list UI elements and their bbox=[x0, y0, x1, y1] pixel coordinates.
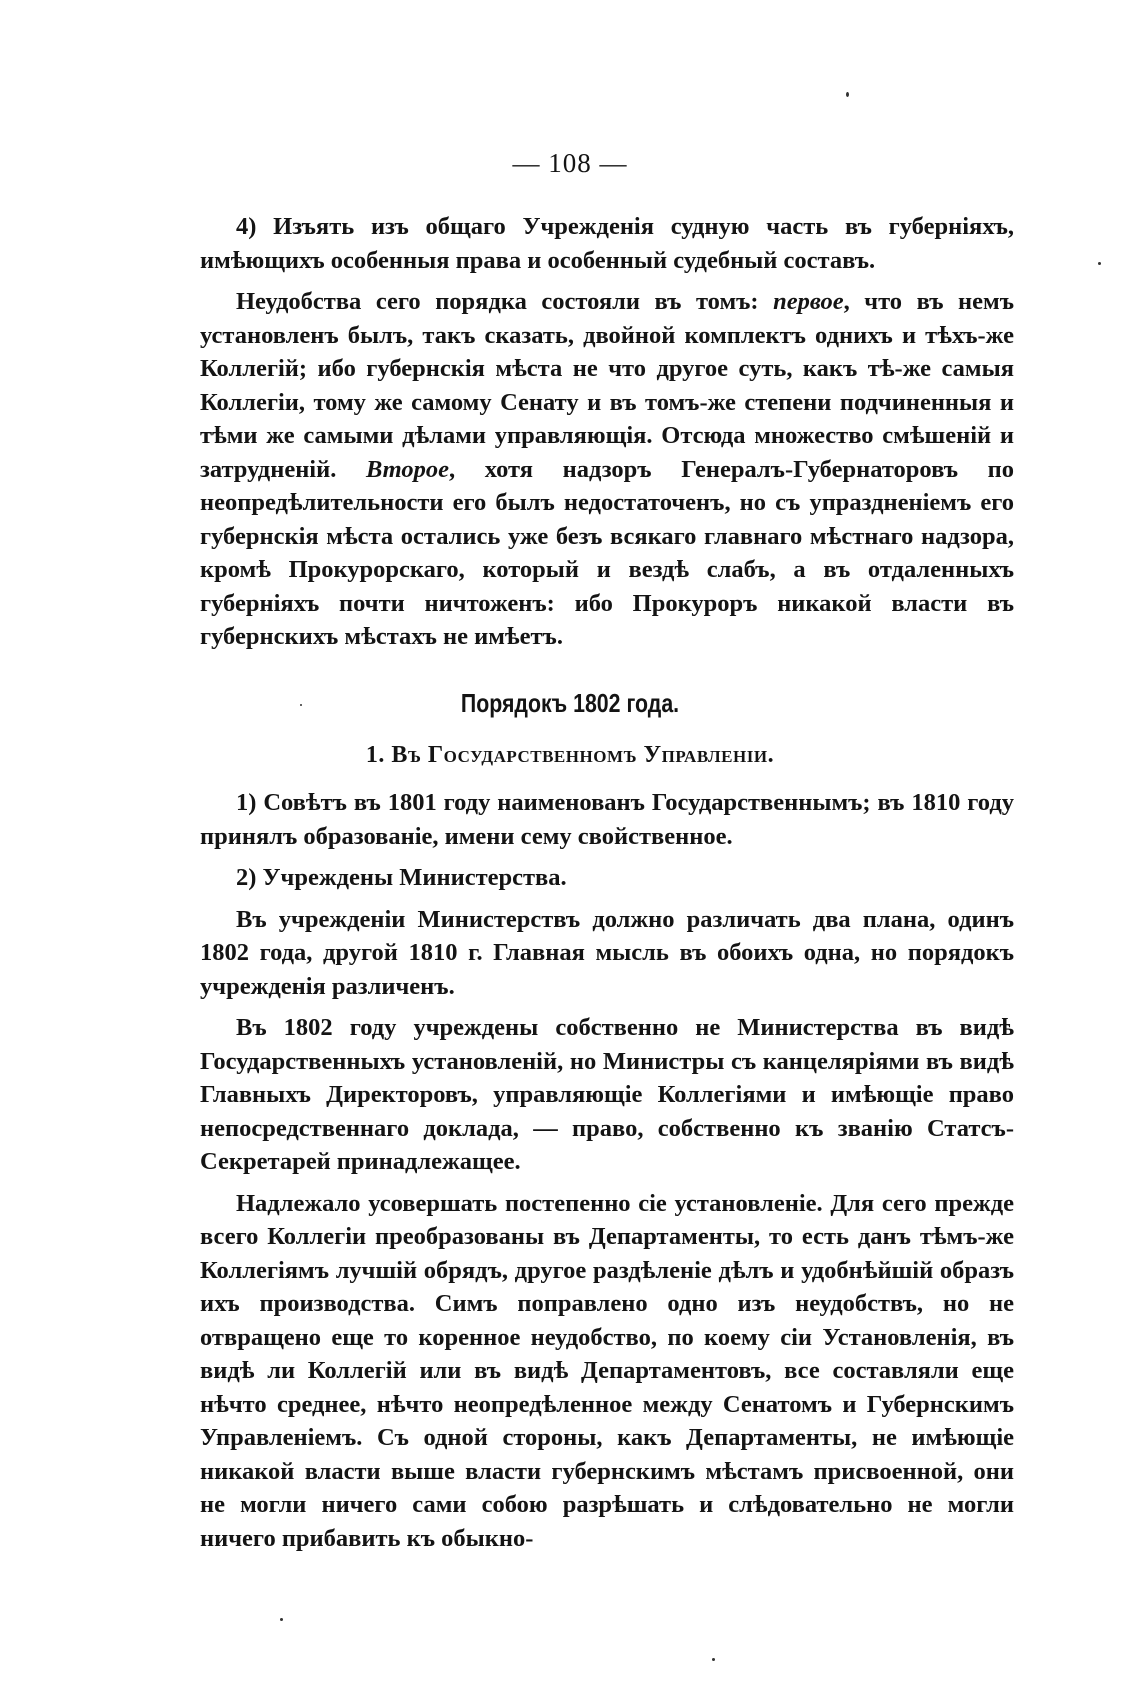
paragraph-text: Неудобства сего порядка состояли въ томъ: bbox=[236, 288, 774, 315]
emphasis-second: Второе bbox=[366, 455, 450, 483]
paragraph-text: , что въ немъ установленъ былъ, такъ сказать, двойной комплектъ однихъ и тѣхъ-же Коллегій; ибо губернскія мѣста не что другое суть, какъ тѣ-же самыя Коллегіи, тому же самому Сенату и въ томъ-же степени подчиненныя и тѣми же самыми дѣлами управляющія. Отсюда множество смѣшеній и затрудненій. bbox=[200, 288, 1014, 483]
scan-speck bbox=[280, 1618, 283, 1621]
scan-speck bbox=[1098, 262, 1101, 265]
section-heading: Порядокъ 1802 года. bbox=[460, 688, 680, 718]
paragraph-improvement: Надлежало усовершать постепенно сіе установленіе. Для сего прежде всего Коллегіи преобразованы въ Департаменты, то есть данъ тѣмъ-же Коллегіямъ лучшій обрядъ, другое раздѣленіе дѣлъ и удобнѣйшій образъ ихъ производства. Симъ поправлено одно изъ неудобствъ, но не отвращено еще то коренное неудобство, по коему сіи Установленія, въ видѣ ли Коллегій или въ видѣ Департаментовъ, все составляли еще нѣчто среднее, нѣчто неопредѣленное между Сенатомъ и Губернскимъ Управленіемъ. Съ одной стороны, какъ Департаменты, не имѣющіе никакой власти выше власти губернскимъ мѣстамъ присвоенной, они не могли ничего сами собою разрѣшать и слѣдовательно не могли ничего прибавить къ обыкно- bbox=[200, 1189, 1014, 1552]
scan-speck bbox=[300, 704, 302, 706]
paragraph-ministries: 2) Учреждены Министерства. bbox=[236, 864, 567, 891]
page-number: — 108 — bbox=[512, 148, 628, 178]
emphasis-first: первое bbox=[773, 288, 844, 315]
section-subheading: 1. Въ Государственномъ Управленіи. bbox=[365, 742, 775, 768]
paragraph-text: , хотя надзоръ Генералъ-Губернаторовъ по неопредѣлительности его былъ недостаточенъ, но съ упраздненіемъ его губернскія мѣста остались уже безъ всякаго главнаго мѣстнаго надзора, кромѣ Прокурорскаго, который и вездѣ слабъ, а въ отдаленныхъ губерніяхъ почти ничтоженъ: ибо Прокуроръ никакой власти въ губернскихъ мѣстахъ не имѣетъ. bbox=[200, 455, 1014, 650]
paragraph-two-plans: Въ учрежденіи Министерствъ должно различать два плана, одинъ 1802 года, другой 1810 г. Главная мысль въ обоихъ одна, но порядокъ учрежденія различенъ. bbox=[200, 905, 1014, 1000]
paragraph-1802: Въ 1802 году учреждены собственно не Министерства въ видѣ Государственныхъ установленій, но Министры съ канцеляріями въ видѣ Главныхъ Директоровъ, управляющіе Коллегіями и имѣющіе право непосредственнаго доклада, — право, собственно къ званію Статсъ-Секретарей принадлежащее. bbox=[200, 1014, 1014, 1175]
paragraph-inconveniences bbox=[200, 285, 1014, 654]
text-section-1 bbox=[200, 210, 1014, 662]
paragraph-item-4: 4) Изъять изъ общаго Учрежденія судную часть въ губерніяхъ, имѣющихъ особенныя права и особенный судебный составъ. bbox=[200, 213, 1014, 274]
scan-speck bbox=[846, 92, 849, 97]
paragraph-council: 1) Совѣтъ въ 1801 году наименованъ Государственнымъ; въ 1810 году принялъ образованіе, имени сему свойственное. bbox=[200, 789, 1014, 850]
scan-speck bbox=[712, 1658, 715, 1661]
text-section-2 bbox=[200, 786, 1014, 1563]
